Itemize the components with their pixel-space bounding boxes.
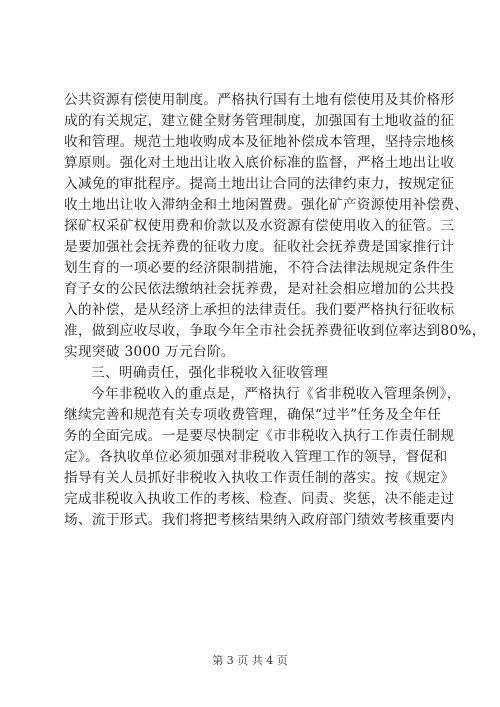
page-number-footer: 第 3 页 共 4 页 bbox=[212, 654, 288, 667]
text-line: 入减免的审批程序。提高土地出让合同的法律约束力，按规定征 bbox=[64, 176, 455, 192]
text-line: 今年非税收入的重点是，严格执行《省非税收入管理条例》， bbox=[91, 386, 461, 402]
text-line: 探矿权采矿权使用费和价款以及水资源有偿使用收入的征管。三 bbox=[64, 218, 455, 234]
text-line: 定》。各执收单位必须加强对非税收入管理工作的领导，督促和 bbox=[64, 449, 448, 465]
text-line: 入的补偿，是从经济上承担的法律责任。我们要严格执行征收标 bbox=[64, 302, 455, 318]
text-line: 实现突破 3000 万元台阶。 bbox=[64, 344, 235, 360]
text-line: 准，做到应收尽收，争取今年全市社会抚养费征收到位率达到80%， bbox=[64, 323, 486, 339]
text-line: 划生育的一项必要的经济限制措施，不符合法律法规规定条件生 bbox=[64, 260, 455, 276]
text-line: 指导有关人员抓好非税收入执收工作责任制的落实。按《规定》 bbox=[64, 470, 455, 486]
text-line: 继续完善和规范有关专项收费管理，确保“过半”任务及全年任 bbox=[64, 407, 442, 423]
text-line: 完成非税收入执收工作的考核、检查、问责、奖惩，决不能走过 bbox=[64, 491, 455, 507]
text-line: 算原则。强化对土地出让收入底价标准的监督，严格土地出让收 bbox=[64, 155, 455, 171]
text-line: 收土地出让收入滞纳金和土地闲置费。强化矿产资源使用补偿费、 bbox=[64, 197, 469, 213]
text-line: 公共资源有偿使用制度。严格执行国有土地有偿使用及其价格形 bbox=[64, 92, 455, 108]
text-line: 务的全面完成。一是要尽快制定《市非税收入执行工作责任制规 bbox=[64, 428, 455, 444]
text-line: 是要加强社会抚养费的征收力度。征收社会抚养费是国家推行计 bbox=[64, 239, 455, 255]
text-line: 收和管理。规范土地收购成本及征地补偿成本管理，坚持宗地核 bbox=[64, 134, 455, 150]
text-line: 育子女的公民依法缴纳社会抚养费，是对社会相应增加的公共投 bbox=[64, 281, 455, 297]
section-heading: 三、明确责任，强化非税收入征收管理 bbox=[91, 365, 329, 381]
text-line: 场、流于形式。我们将把考核结果纳入政府部门绩效考核重要内 bbox=[64, 512, 455, 528]
text-line: 成的有关规定，建立健全财务管理制度，加强国有土地收益的征 bbox=[64, 113, 455, 129]
body-text bbox=[64, 90, 486, 531]
